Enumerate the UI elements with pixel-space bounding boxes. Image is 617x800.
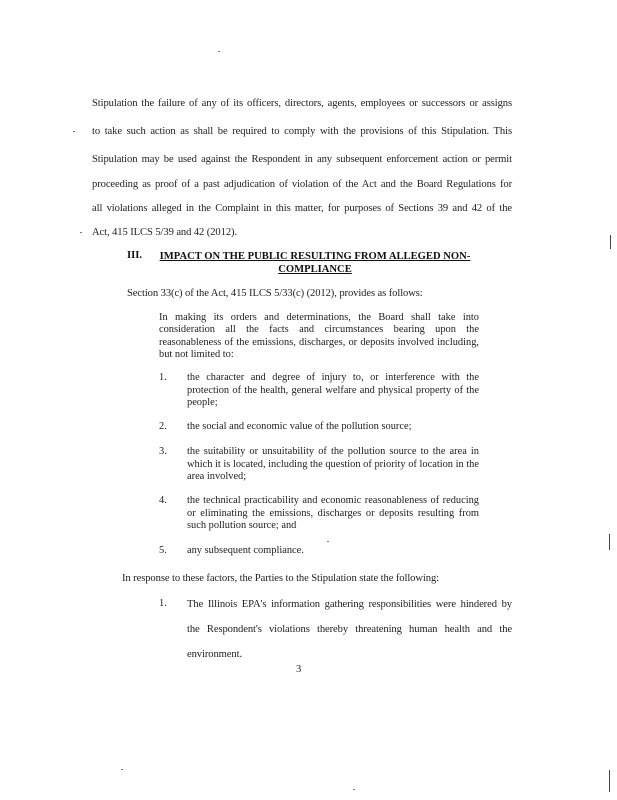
- section-number: III.: [127, 250, 143, 261]
- factor-5-number: 5.: [159, 545, 167, 556]
- block-quote: In making its orders and determinations, the Board shall take into consideration all the facts and circumstances bearing upon the reasonableness of the emissions, discharges, or deposits involved including, but not limited to:: [159, 312, 479, 361]
- factor-4-text: the technical practicability and economic reasonableness of reducing or eliminating the emissions, discharges or deposits resulting from such pollution source; and: [187, 495, 479, 532]
- response-item-number: 1.: [159, 598, 167, 609]
- response-intro: In response to these factors, the Parties to the Stipulation state the following:: [122, 573, 440, 584]
- intro-text: Section 33(c) of the Act, 415 ILCS 5/33(c) (2012), provides as follows:: [127, 288, 423, 299]
- factor-3-number: 3.: [159, 446, 167, 457]
- scan-speck-3: [218, 51, 220, 52]
- factor-5-text: any subsequent compliance.: [187, 545, 304, 556]
- factor-3-text: the suitability or unsuitability of the pollution source to the area in which it is located, including the question of priority of location in the area involved;: [187, 446, 479, 483]
- margin-mark-1: [610, 235, 611, 249]
- body-line-6: Act, 415 ILCS 5/39 and 42 (2012).: [92, 227, 237, 238]
- factor-2-text: the social and economic value of the pollution source;: [187, 421, 412, 432]
- page-number: 3: [296, 664, 302, 675]
- section-title-line-2: COMPLIANCE: [278, 264, 352, 275]
- factor-2-number: 2.: [159, 421, 167, 432]
- section-title-line-1: IMPACT ON THE PUBLIC RESULTING FROM ALLEGED NON-: [159, 251, 471, 262]
- factor-1-text: the character and degree of injury to, or interference with the protection of the health, general welfare and physical property of the people;: [187, 372, 479, 409]
- response-item-line-3: environment.: [187, 649, 242, 660]
- body-line-3: Stipulation may be used against the Respondent in any subsequent enforcement action or permit: [92, 154, 512, 165]
- body-line-5: all violations alleged in the Complaint in this matter, for purposes of Sections 39 and 42 of the: [92, 203, 512, 214]
- margin-mark-2: [609, 534, 610, 550]
- body-line-4: proceeding as proof of a past adjudication of violation of the Act and the Board Regulations for: [92, 179, 512, 190]
- section-title: [150, 250, 480, 276]
- factor-1-number: 1.: [159, 372, 167, 383]
- margin-mark-3: [609, 770, 610, 792]
- scan-speck-4: [327, 541, 329, 542]
- response-item-line-2: the Respondent's violations thereby threatening human health and the: [187, 624, 512, 635]
- response-item-line-1: The Illinois EPA's information gathering responsibilities were hindered by: [187, 599, 512, 610]
- scan-speck-6: [353, 789, 355, 790]
- factor-4-number: 4.: [159, 495, 167, 506]
- scan-speck-2: [80, 232, 82, 233]
- scan-speck-1: [73, 131, 75, 132]
- scan-speck-5: [121, 769, 123, 770]
- body-line-1: Stipulation the failure of any of its officers, directors, agents, employees or successors or assigns: [92, 98, 512, 109]
- body-line-2: to take such action as shall be required to comply with the provisions of this Stipulation. This: [92, 126, 512, 137]
